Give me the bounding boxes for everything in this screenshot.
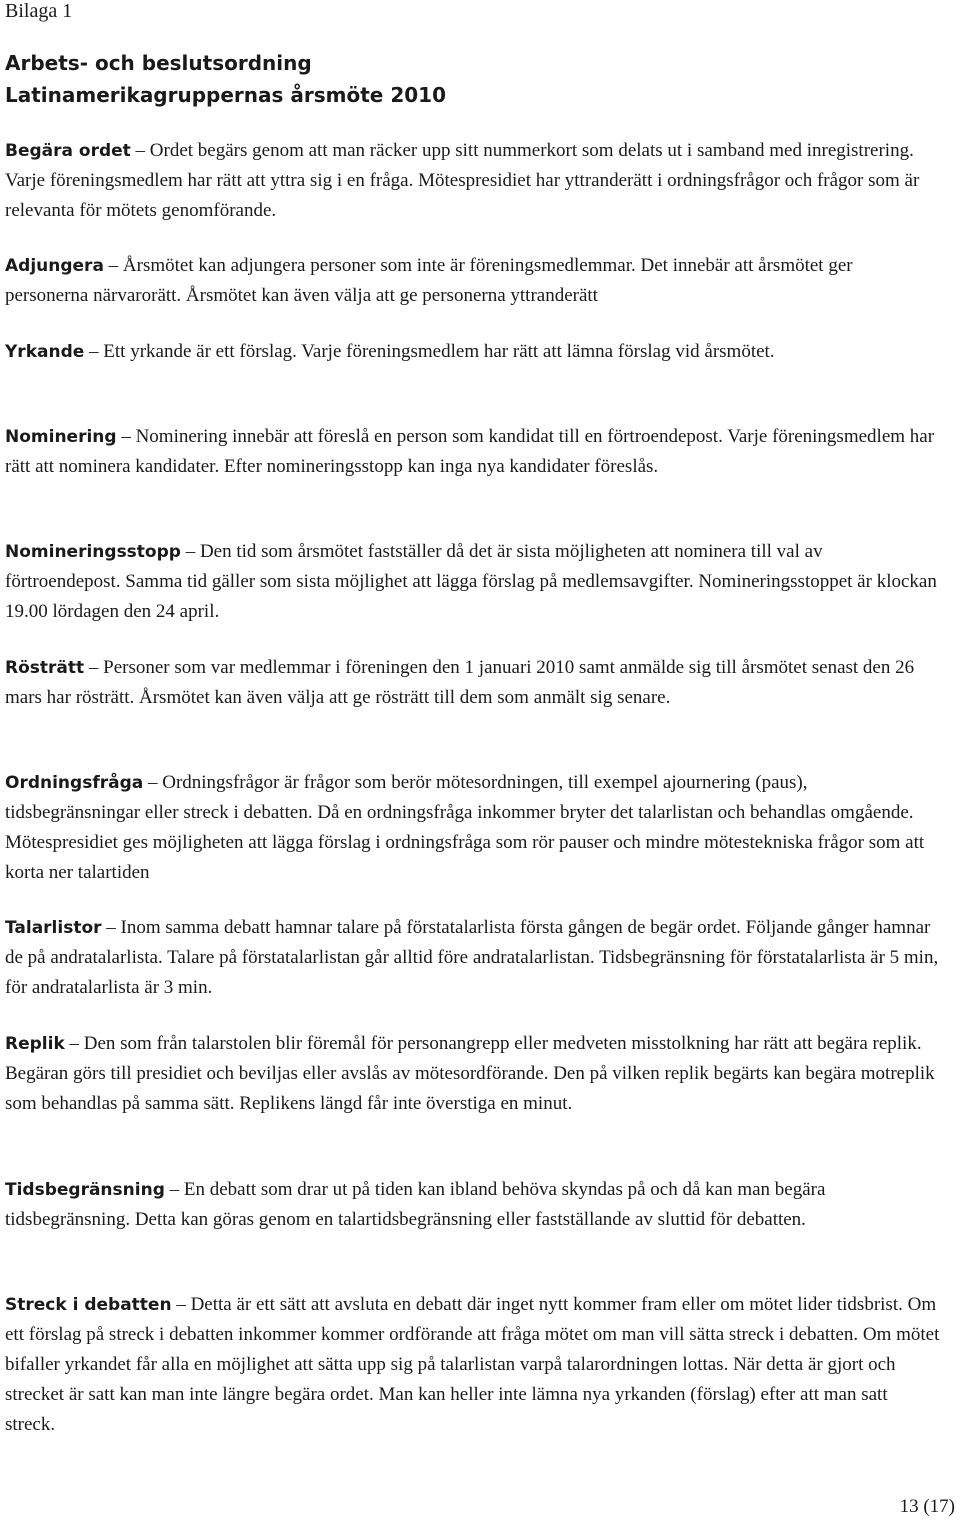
definition-begara-ordet	[5, 136, 940, 226]
definition-term: Adjungera	[5, 256, 104, 276]
definition-dash: –	[101, 917, 121, 938]
definition-dash: –	[143, 772, 163, 793]
definition-tidsbegransning	[5, 1175, 940, 1235]
definition-streck-i-debatten	[5, 1290, 940, 1440]
definition-replik	[5, 1029, 940, 1119]
definition-adjungera	[5, 251, 940, 311]
definition-nomineringsstopp	[5, 537, 940, 627]
definition-text: Ordet begärs genom att man räcker upp sitt nummerkort som delats ut i samband med inregistrering. Varje föreningsmedlem har rätt att yttra sig i en fråga. Mötespresidiet har yttranderätt i ordningsfrågor och frågor som är relevanta för mötets genomförande.	[5, 140, 920, 221]
definition-term: Talarlistor	[5, 918, 102, 938]
definition-term: Replik	[5, 1034, 65, 1054]
definition-text: Detta är ett sätt att avsluta en debatt där inget nytt kommer fram eller om mötet lider tidsbrist. Om ett förslag på streck i debatten inkommer kommer ordförande att fråga mötet om man vill sätta streck i debatten. Om mötet bifaller yrkandet får alla en möjlighet att sätta upp sig på talarlistan varpå talarordningen lottas. När detta är gjort och strecket är satt kan man inte längre begära ordet. Man kan heller inte lämna nya yrkanden (förslag) efter att man satt streck.	[5, 1294, 940, 1435]
definition-dash: –	[164, 1179, 184, 1200]
definition-term: Yrkande	[5, 342, 85, 362]
definition-yrkande	[5, 337, 940, 367]
definition-text: En debatt som drar ut på tiden kan ibland behöva skyndas på och då kan man begära tidsbegränsning. Detta kan göras genom en talartidsbegränsning eller fastställande av sluttid för debatten.	[5, 1179, 826, 1230]
definition-text: Ett yrkande är ett förslag. Varje föreningsmedlem har rätt att lämna förslag vid årsmötet.	[103, 341, 775, 362]
definition-text: Den som från talarstolen blir föremål för personangrepp eller medveten misstolkning har rätt att begära replik. Begäran görs till presidiet och beviljas eller avslås av mötesordförande. Den på vilken replik begärts kan begära motreplik som behandlas på samma sätt. Replikens längd får inte överstiga en minut.	[5, 1033, 935, 1114]
definition-dash: –	[130, 140, 150, 161]
definition-dash: –	[103, 255, 123, 276]
definition-term: Streck i debatten	[5, 1295, 172, 1315]
definition-text: Ordningsfrågor är frågor som berör mötesordningen, till exempel ajournering (paus), tidsbegränsningar eller streck i debatten. Då en ordningsfråga inkommer bryter det talarlistan och behandlas omgående. Mötespresidiet ges möjligheten att lägga förslag i ordningsfråga som rör pauser och mindre mötestekniska frågor som att korta ner talartiden	[5, 772, 925, 883]
definition-text: Den tid som årsmötet fastställer då det är sista möjligheten att nominera till val av förtroendepost. Samma tid gäller som sista möjlighet att lägga förslag på medlemsavgifter. Nomineringsstoppet är klockan 19.00 lördagen den 24 april.	[5, 541, 937, 622]
title-line-2: Latinamerikagruppernas årsmöte 2010	[5, 83, 446, 107]
definition-dash: –	[84, 341, 104, 362]
appendix-label: Bilaga 1	[5, 0, 73, 22]
definition-dash: –	[84, 657, 104, 678]
definition-text: Inom samma debatt hamnar talare på förstatalarlista första gången de begär ordet. Följande gånger hamnar de på andratalarlista. Talare på förstatalarlistan går alltid före andratalarlistan. Tidsbegränsning för förstatalarlista är 5 min, för andratalarlista är 3 min.	[5, 917, 939, 998]
definition-term: Rösträtt	[5, 658, 85, 678]
definition-text: Nominering innebär att föreslå en person som kandidat till en förtroendepost. Varje föreningsmedlem har rätt att nominera kandidater. Efter nomineringsstopp kan inga nya kandidater föreslås.	[5, 426, 935, 477]
definition-talarlistor	[5, 913, 940, 1003]
definition-dash: –	[180, 541, 200, 562]
definition-term: Nomineringsstopp	[5, 542, 181, 562]
definition-ordningsfraga	[5, 768, 940, 888]
definition-term: Ordningsfråga	[5, 773, 144, 793]
definition-term: Nominering	[5, 427, 117, 447]
definition-dash: –	[116, 426, 136, 447]
definition-text: Årsmötet kan adjungera personer som inte är föreningsmedlemmar. Det innebär att årsmötet ger personerna närvarorätt. Årsmötet kan även välja att ge personerna yttranderätt	[5, 255, 853, 306]
definition-term: Tidsbegränsning	[5, 1180, 165, 1200]
definition-dash: –	[64, 1033, 84, 1054]
document-title	[5, 47, 446, 111]
definition-rostratt	[5, 653, 940, 713]
definition-text: Personer som var medlemmar i föreningen den 1 januari 2010 samt anmälde sig till årsmötet senast den 26 mars har rösträtt. Årsmötet kan även välja att ge rösträtt till dem som anmält sig senare.	[5, 657, 915, 708]
title-line-1: Arbets- och beslutsordning	[5, 51, 312, 75]
page-number: 13 (17)	[899, 1496, 955, 1517]
definition-nominering	[5, 422, 940, 482]
definition-dash: –	[171, 1294, 191, 1315]
definition-term: Begära ordet	[5, 141, 131, 161]
